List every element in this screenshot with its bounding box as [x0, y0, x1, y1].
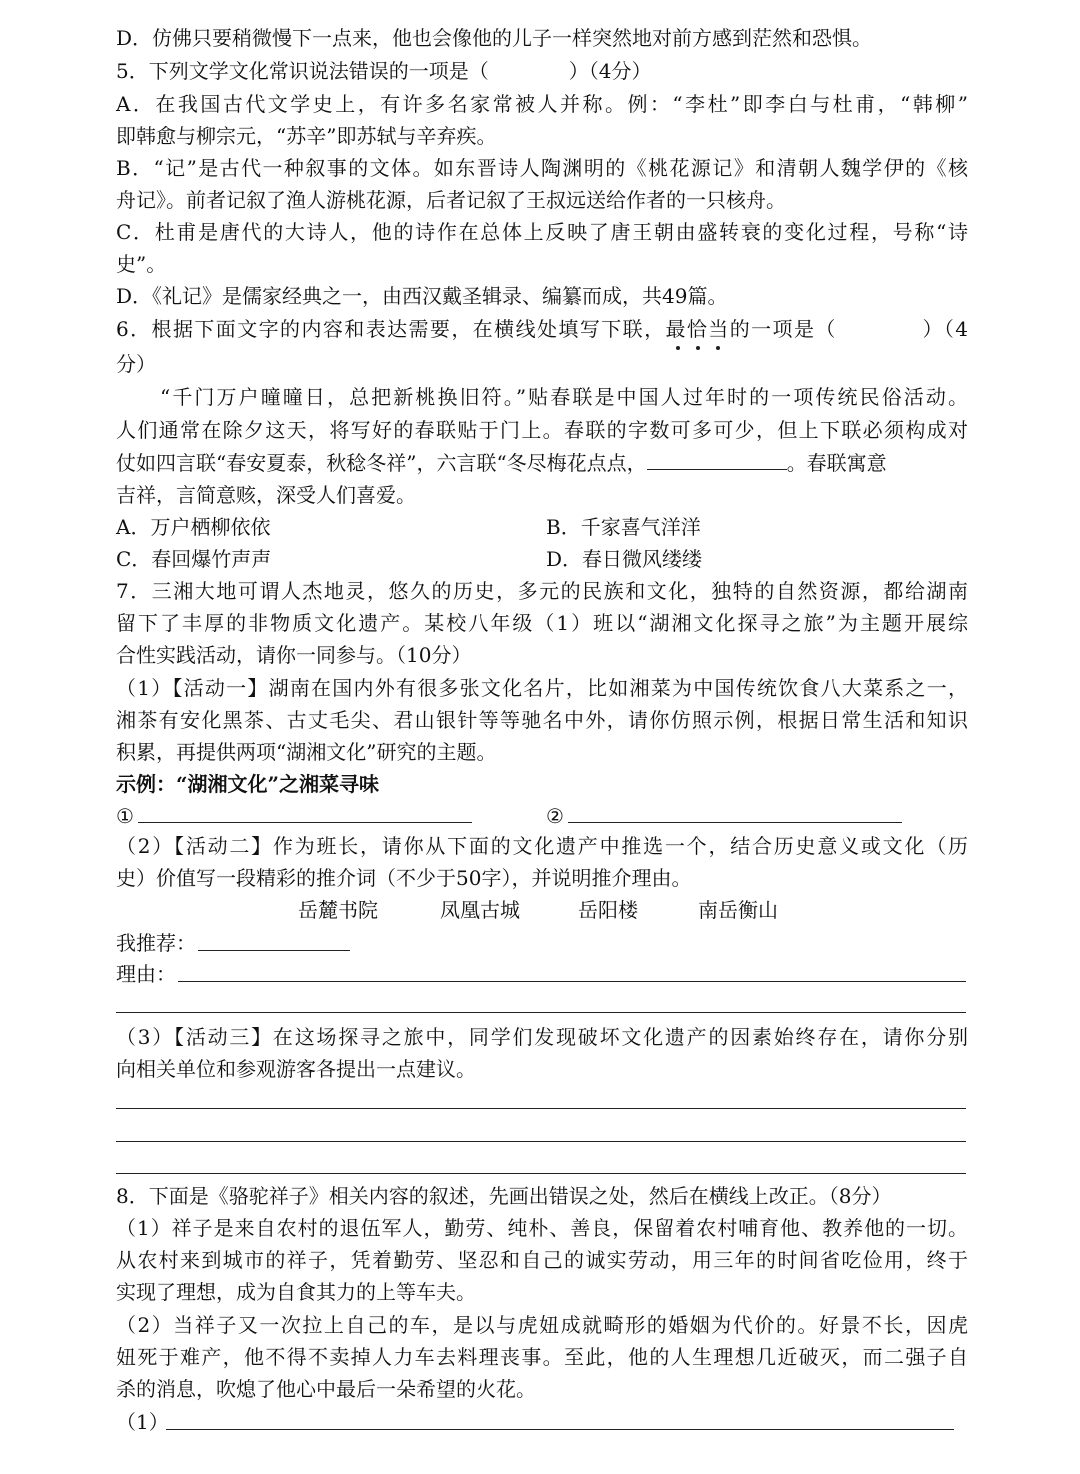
q7-act1-line2: 湘茶有安化黑茶、古丈毛尖、君山银针等等驰名中外，请你仿照示例，根据日常生活和知识 — [116, 708, 968, 732]
q8-item1-line1: （1）祥子是来自农村的退伍军人，勤劳、纯朴、善良，保留着农村哺育他、教养他的一切。 — [116, 1216, 968, 1240]
q7-stem-line3: 合性实践活动，请你一同参与。（10分） — [116, 643, 472, 667]
reason-answer-line[interactable] — [178, 981, 966, 982]
suggestion-answer-line[interactable] — [116, 1141, 966, 1142]
q5-option-a-line2: 即韩愈与柳宗元，“苏辛”即苏轼与辛弃疾。 — [116, 124, 497, 148]
q7-act3-line1: （3）【活动三】在这场探寻之旅中，同学们发现破坏文化遗产的因素始终存在，请你分别 — [116, 1025, 968, 1049]
q6-passage-line2: 人们通常在除夕这天，将写好的春联贴于门上。春联的字数可多可少，但上下联必须构成对 — [116, 418, 968, 442]
q6-passage-line4: 吉祥，言简意赅，深受人们喜爱。 — [116, 483, 416, 507]
q5-stem: 5．下列文学文化常识说法错误的一项是（ ）（4分） — [116, 59, 652, 83]
answer1-label: （1） — [116, 1410, 169, 1434]
q8-item1-line2: 从农村来到城市的祥子，凭着勤劳、坚忍和自己的诚实劳动，用三年的时间省吃俭用，终于 — [116, 1248, 968, 1272]
q4-option-d: D．仿佛只要稍微慢下一点来，他也会像他的儿子一样突然地对前方感到茫然和恐惧。 — [116, 26, 873, 50]
reason-answer-line[interactable] — [116, 1012, 966, 1013]
answer-line-2[interactable] — [568, 822, 902, 823]
q5-option-b-line2: 舟记》。前者记叙了渔人游桃花源，后者记叙了王叔远送给作者的一只核舟。 — [116, 188, 786, 212]
q7-act1-line1: （1）【活动一】湖南在国内外有很多张文化名片，比如湘菜为中国传统饮食八大菜系之一， — [116, 676, 968, 700]
q7-act2-line1: （2）【活动二】作为班长，请你从下面的文化遗产中推选一个，结合历史意义或文化（历 — [116, 834, 968, 858]
q8-item2-line3: 杀的消息，吹熄了他心中最后一朵希望的火花。 — [116, 1377, 536, 1401]
q7-act1-line3: 积累，再提供两项“湖湘文化”研究的主题。 — [116, 740, 497, 764]
q6-option-d: D．春日微风缕缕 — [546, 547, 703, 571]
q6-passage-line3 — [116, 447, 968, 479]
q6-option-b: B．千家喜气洋洋 — [546, 515, 701, 539]
q5-option-c-line1: C．杜甫是唐代的大诗人，他的诗作在总体上反映了唐王朝由盛转衰的变化过程，号称“诗 — [116, 220, 968, 244]
q6-answer-blank[interactable] — [647, 447, 787, 470]
heritage-option: 凤凰古城 — [440, 898, 520, 922]
q6-option-c: C．春回爆竹声声 — [116, 547, 272, 571]
q6-option-a: A．万户栖柳依依 — [116, 515, 271, 539]
q5-option-a-line1: A．在我国古代文学史上，有许多名家常被人并称。例：“李杜”即李白与杜甫，“韩柳” — [116, 92, 968, 116]
q8-item2-line1: （2）当祥子又一次拉上自己的车，是以与虎妞成就畸形的婚姻为代价的。好景不长，因虎 — [116, 1313, 968, 1337]
q7-stem-line2: 留下了丰厚的非物质文化遗产。某校八年级（1）班以“湖湘文化探寻之旅”为主题开展综 — [116, 611, 968, 635]
q5-option-b-line1: B．“记”是古代一种叙事的文体。如东晋诗人陶渊明的《桃花源记》和清朝人魏学伊的《核 — [116, 156, 968, 180]
q6-passage-line3-tail: 。春联寓意 — [786, 451, 887, 475]
reason-label: 理由： — [116, 962, 176, 986]
q8-stem: 8．下面是《骆驼祥子》相关内容的叙述，先画出错误之处，然后在横线上改正。（8分） — [116, 1184, 892, 1208]
suggestion-answer-line[interactable] — [116, 1173, 966, 1174]
answer-marker-2: ② — [546, 804, 564, 828]
q7-example: 示例：“湖湘文化”之湘菜寻味 — [116, 772, 380, 796]
recommend-label: 我推荐： — [116, 931, 196, 955]
heritage-option: 南岳衡山 — [698, 898, 778, 922]
answer-marker-1: ① — [116, 804, 134, 828]
q5-option-d: D．《礼记》是儒家经典之一，由西汉戴圣辑录、编纂而成，共49篇。 — [116, 284, 728, 308]
q7-act2-line2: 史）价值写一段精彩的推介词（不少于50字），并说明推介理由。 — [116, 866, 692, 890]
recommend-answer-line[interactable] — [198, 950, 350, 951]
q6-stem-line1: 6．根据下面文字的内容和表达需要，在横线处填写下联，最恰当的一项是（ ）（4 — [116, 317, 968, 341]
heritage-option: 岳麓书院 — [298, 898, 378, 922]
suggestion-answer-line[interactable] — [116, 1108, 966, 1109]
q8-answer-line[interactable] — [166, 1429, 954, 1430]
q8-item1-line3: 实现了理想，成为自食其力的上等车夫。 — [116, 1280, 476, 1304]
answer-line-1[interactable] — [138, 822, 472, 823]
q5-option-c-line2: 史”。 — [116, 252, 167, 276]
q8-item2-line2: 妞死于难产，他不得不卖掉人力车去料理丧事。至此，他的人生理想几近破灭，而二强子自 — [116, 1345, 968, 1369]
q6-passage-line3-text: 仗如四言联“春安夏泰，秋稔冬祥”，六言联“冬尽梅花点点， — [116, 451, 647, 475]
heritage-option: 岳阳楼 — [578, 898, 638, 922]
q7-stem-line1: 7．三湘大地可谓人杰地灵，悠久的历史，多元的民族和文化，独特的自然资源，都给湖南 — [116, 579, 968, 603]
q7-act3-line2: 向相关单位和参观游客各提出一点建议。 — [116, 1057, 476, 1081]
q6-stem-line2: 分） — [116, 352, 156, 376]
q6-passage-line1: “千门万户曈曈日，总把新桃换旧符。”贴春联是中国人过年时的一项传统民俗活动。 — [160, 385, 968, 409]
